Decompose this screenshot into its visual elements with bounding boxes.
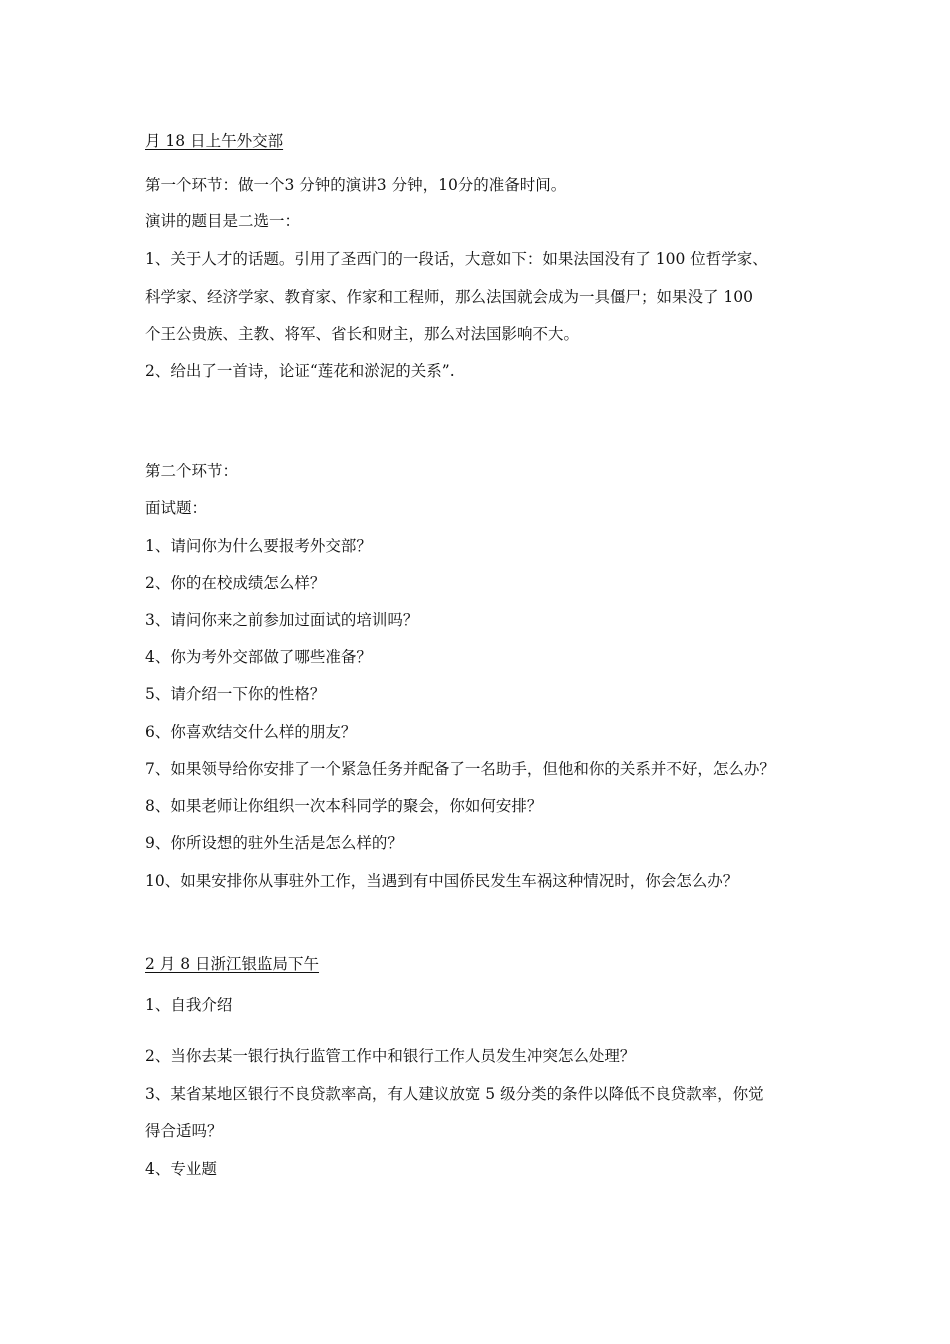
question-item: 8、如果老师让你组织一次本科同学的聚会，你如何安排？ — [145, 797, 543, 815]
list-item: 2、当你去某一银行执行监管工作中和银行工作人员发生冲突怎么处理？ — [145, 1047, 636, 1065]
topic1-line3: 个王公贵族、主教、将军、省长和财主，那么对法国影响不大。 — [145, 325, 580, 343]
question-item: 4、你为考外交部做了哪些准备？ — [145, 648, 372, 666]
topic2: 2、给出了一首诗，论证“莲花和淤泥的关系”. — [145, 362, 455, 380]
list-item: 1、自我介绍 — [145, 996, 233, 1014]
round2-intro: 第二个环节： — [145, 462, 239, 480]
round1-intro: 第一个环节：做一个3 分钟的演讲3 分钟，10分的准备时间。 — [145, 176, 567, 194]
topic1-line1: 1、关于人才的话题。引用了圣西门的一段话，大意如下：如果法国没有了 100 位哲学家、 — [145, 250, 768, 268]
topic1-line2: 科学家、经济学家、教育家、作家和工程师，那么法国就会成为一具僵尸；如果没了 100 — [145, 288, 754, 306]
list-item: 4、专业题 — [145, 1160, 217, 1178]
section-heading-zhejiang-cbrc: 2 月 8 日浙江银监局下午 — [145, 955, 320, 973]
question-item: 2、你的在校成绩怎么样？ — [145, 574, 326, 592]
topic-intro: 演讲的题目是二选一： — [145, 212, 301, 230]
question-item: 9、你所设想的驻外生活是怎么样的？ — [145, 834, 403, 852]
questions-label: 面试题： — [145, 499, 208, 517]
question-item: 7、如果领导给你安排了一个紧急任务并配备了一名助手，但他和你的关系并不好，怎么办？ — [145, 760, 775, 778]
question-item: 1、请问你为什么要报考外交部？ — [145, 537, 372, 555]
question-item: 3、请问你来之前参加过面试的培训吗？ — [145, 611, 419, 629]
section-heading-foreign-ministry: 月 18 日上午外交部 — [145, 132, 284, 150]
question-item: 10、如果安排你从事驻外工作，当遇到有中国侨民发生车祸这种情况时，你会怎么办？ — [145, 872, 739, 890]
question-item: 5、请介绍一下你的性格？ — [145, 685, 326, 703]
question-item: 6、你喜欢结交什么样的朋友？ — [145, 723, 357, 741]
list-item: 3、某省某地区银行不良贷款率高，有人建议放宽 5 级分类的条件以降低不良贷款率，你觉 — [145, 1085, 764, 1103]
list-item: 得合适吗？ — [145, 1122, 223, 1140]
